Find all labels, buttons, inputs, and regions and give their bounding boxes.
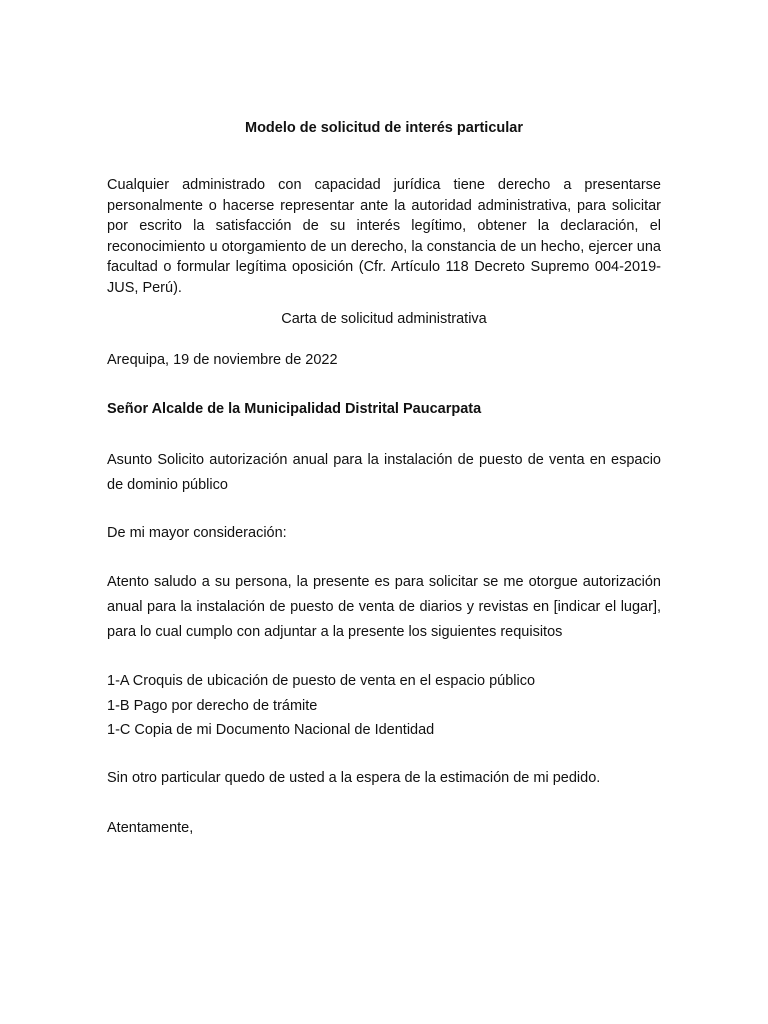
letter-date: Arequipa, 19 de noviembre de 2022 — [107, 352, 338, 368]
requirements-list — [107, 669, 535, 743]
letter-closing: Sin otro particular quedo de usted a la espera de la estimación de mi pedido. — [107, 770, 601, 786]
letter-recipient: Señor Alcalde de la Municipalidad Distrital Paucarpata — [107, 401, 482, 417]
letter-subject: Asunto Solicito autorización anual para la instalación de puesto de venta en espacio de dominio público — [107, 452, 661, 493]
letter-signoff: Atentamente, — [107, 820, 194, 836]
requirement-item: 1-C Copia de mi Documento Nacional de Identidad — [107, 722, 435, 738]
letter-heading: Carta de solicitud administrativa — [281, 311, 487, 327]
intro-paragraph: Cualquier administrado con capacidad jurídica tiene derecho a presentarse personalmente o hacerse representar ante la autoridad administrativa, para solicitar por escrito la satisfacción de su interés legítimo, obtener la declaración, el reconocimiento u otorgamiento de un derecho, la constancia de un hecho, ejercer una facultad o formular legítima oposición (Cfr. Artículo 118 Decreto Supremo 004-2019-JUS, Perú). — [107, 177, 661, 296]
letter-salutation: De mi mayor consideración: — [107, 525, 287, 541]
requirement-item: 1-B Pago por derecho de trámite — [107, 697, 318, 714]
document-title: Modelo de solicitud de interés particular — [245, 120, 523, 136]
requirement-item: 1-A Croquis de ubicación de puesto de venta en el espacio público — [107, 673, 536, 689]
letter-body: Atento saludo a su persona, la presente es para solicitar se me otorgue autorización anual para la instalación de puesto de venta de diarios y revistas en [indicar el lugar], para lo cual cumplo con adjuntar a la presente los siguientes requisitos — [107, 574, 661, 640]
